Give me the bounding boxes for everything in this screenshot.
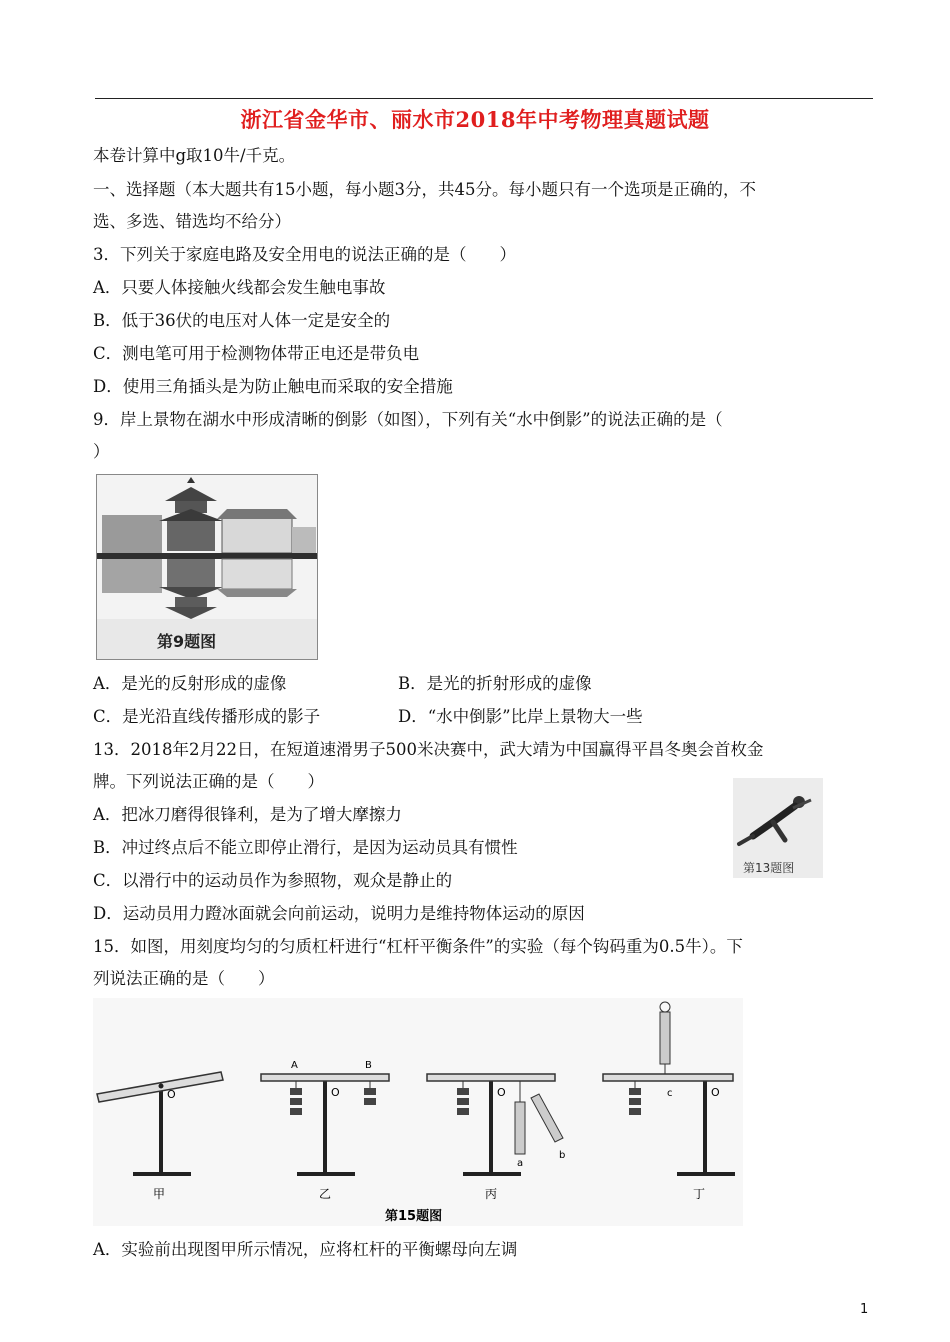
label-yi: 乙 [319,1187,332,1201]
q9-stem-line2: ） [93,442,110,461]
section-heading-line1: 一、选择题（本大题共有15小题，每小题3分，共45分。每小题只有一个选项是正确的，不 [93,180,756,199]
q9-stem-line1: 9．岸上景物在湖水中形成清晰的倒影（如图），下列有关“水中倒影”的说法正确的是（ [93,410,723,429]
svg-text:O: O [497,1086,506,1099]
q15-stem-line2: 列说法正确的是（ ） [93,969,275,988]
page-title: 浙江省金华市、丽水市2018年中考物理真题试题 [240,107,710,132]
q9-option-d: D．“水中倒影”比岸上景物大一些 [398,707,643,726]
q9-option-b: B．是光的折射形成的虚像 [398,674,592,693]
q13-figure-caption: 第13题图 [743,861,795,875]
svg-text:A: A [291,1060,298,1071]
svg-text:b: b [559,1150,566,1161]
label-ding: 丁 [693,1187,706,1201]
svg-text:O: O [711,1086,720,1099]
skater-illustration [733,778,823,878]
intro-note: 本卷计算中g取10牛/千克。 [93,146,296,165]
q3-option-a: A．只要人体接触火线都会发生触电事故 [93,278,386,297]
svg-text:c: c [667,1088,673,1099]
label-bing: 丙 [485,1187,498,1201]
q9-option-c: C．是光沿直线传播形成的影子 [93,707,321,726]
q3-option-d: D．使用三角插头是为防止触电而采取的安全措施 [93,377,453,396]
q13-option-b: B．冲过终点后不能立即停止滑行，是因为运动员具有惯性 [93,838,518,857]
q15-figure-caption: 第15题图 [385,1209,443,1224]
label-jia: 甲 [153,1187,166,1201]
q3-option-b: B．低于36伏的电压对人体一定是安全的 [93,311,391,330]
svg-text:a: a [517,1158,524,1169]
q3-option-c: C．测电笔可用于检测物体带正电还是带负电 [93,344,420,363]
svg-text:B: B [365,1060,372,1071]
q3-stem: 3．下列关于家庭电路及安全用电的说法正确的是（ ） [93,245,516,264]
q13-option-a: A．把冰刀磨得很锋利，是为了增大摩擦力 [93,805,402,824]
q15-option-a: A．实验前出现图甲所示情况，应将杠杆的平衡螺母向左调 [93,1240,518,1259]
q9-figure-reflection-photo [96,474,318,660]
q13-option-c: C．以滑行中的运动员作为参照物，观众是静止的 [93,871,453,890]
q13-stem-line1: 13．2018年2月22日，在短道速滑男子500米决赛中，武大靖为中国赢得平昌冬奥会首枚金 [93,740,764,759]
q9-figure-caption: 第9题图 [157,632,217,651]
q13-option-d: D．运动员用力蹬冰面就会向前运动，说明力是维持物体运动的原因 [93,904,585,923]
q15-figure-lever-experiment [93,998,743,1226]
q13-stem-line2: 牌。下列说法正确的是（ ） [93,772,324,791]
section-heading-line2: 选、多选、错选均不给分） [93,212,291,231]
q15-stem-line1: 15．如图，用刻度均匀的匀质杠杆进行“杠杆平衡条件”的实验（每个钩码重为0.5牛）。下 [93,937,743,956]
lever-illustration [93,998,743,1226]
reflection-illustration [97,475,317,659]
q9-option-a: A．是光的反射形成的虚像 [93,674,287,693]
page-number: 1 [860,1302,869,1317]
svg-text:O: O [331,1086,340,1099]
svg-text:O: O [167,1088,176,1101]
q13-figure-speed-skater [733,778,823,878]
header-rule [95,98,873,99]
